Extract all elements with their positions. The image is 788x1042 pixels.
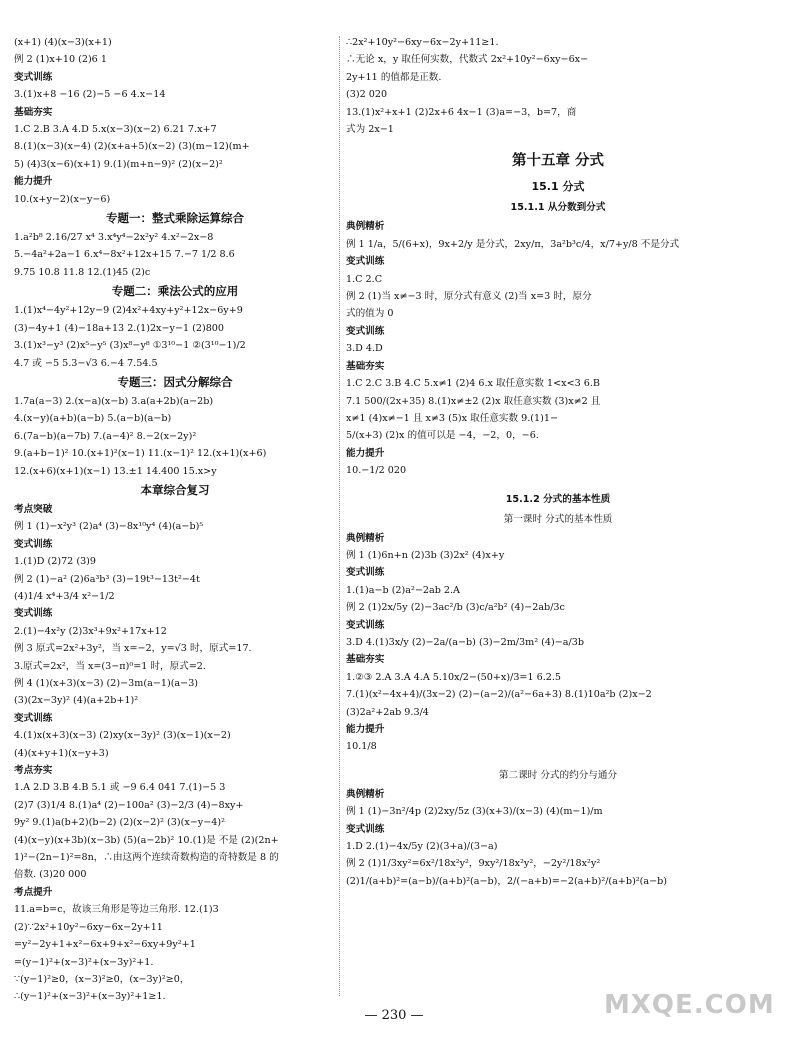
answer-line: 例 2 (1)−a² (2)6a³b³ (3)−19t³−13t²−4t bbox=[14, 573, 200, 585]
section-label: 变式训练 bbox=[346, 823, 385, 835]
answer-line: 8.(1)(x−3)(x−4) (2)(x+a+5)(x−2) (3)(m−12)(m+ bbox=[14, 141, 250, 153]
answer-line: (x+1) (4)(x−3)(x+1) bbox=[14, 37, 112, 48]
answer-line: 3.(1)x³−y³ (2)x⁵−y⁵ (3)x⁸−y⁸ ①3¹⁰−1 ②(3¹⁰−1)/2 bbox=[14, 340, 246, 352]
answer-line: 1.②③ 2.A 3.A 4.A 5.10x/2−(50+x)/3=1 6.2.5 bbox=[346, 671, 562, 683]
section-label: 基础夯实 bbox=[346, 360, 385, 372]
topic-heading: 本章综合复习 bbox=[140, 482, 210, 497]
answer-line: 9.75 10.8 11.8 12.(1)45 (2)c bbox=[14, 266, 151, 278]
section-label: 典例精析 bbox=[346, 532, 385, 544]
section-label: 基础夯实 bbox=[14, 106, 53, 118]
answer-line: (3)(2x−3y)² (4)(a+2b+1)² bbox=[14, 695, 139, 707]
answer-line: 1.C 2.C bbox=[346, 273, 383, 285]
section-label: 典例精析 bbox=[346, 221, 385, 233]
answer-line: (2)1/(a+b)²=(a−b)/(a+b)²(a−b)，2/(−a+b)=−2(a+b)²/(a+b)²(a−b) bbox=[346, 875, 668, 887]
answer-line: =y²−2y+1+x²−6x+9+x²−6xy+9y²+1 bbox=[14, 939, 196, 951]
answer-line: (4)1/4 x⁴+3/4 x²−1/2 bbox=[14, 590, 115, 602]
answer-line: =(y−1)²+(x−3)²+(x−3y)²+1. bbox=[14, 956, 154, 968]
answer-line: 1.(1)D (2)72 (3)9 bbox=[14, 556, 97, 568]
answer-line: x≠1 (4)x≠−1 且 x≠3 (5)x 取任意实数 9.(1)1− bbox=[346, 412, 559, 424]
section-label: 变式训练 bbox=[14, 608, 53, 620]
answer-line: (3)2a²+2ab 9.3/4 bbox=[346, 706, 429, 718]
answer-line: 5) (4)3(x−6)(x+1) 9.(1)(m+n−9)² (2)(x−2)² bbox=[14, 158, 223, 170]
answer-line: (4)(x−y)(x+3b)(x−3b) (5)(a−2b)² 10.(1)是 不是 (2)(2n+ bbox=[14, 834, 279, 846]
answer-line: 式为 2x−1 bbox=[346, 124, 394, 136]
answer-line: 1.C 2.B 3.A 4.D 5.x(x−3)(x−2) 6.21 7.x+7 bbox=[14, 124, 217, 136]
answer-line: 10.(x+y−2)(x−y−6) bbox=[14, 193, 111, 205]
answer-line: 4.(x−y)(a+b)(a−b) 5.(a−b)(a−b) bbox=[14, 413, 172, 425]
answer-line: (3)−4y+1 (4)−18a+13 2.(1)2x−y−1 (2)800 bbox=[14, 322, 225, 334]
answer-line: 例 4 (1)(x+3)(x−3) (2)−3m(a−1)(a−3) bbox=[14, 678, 199, 689]
answer-line: 式的值为 0 bbox=[346, 308, 394, 320]
answer-line: 3.D 4.D bbox=[346, 343, 383, 355]
section-label: 变式训练 bbox=[346, 567, 385, 579]
answer-line: (3)2 020 bbox=[346, 89, 388, 101]
answer-line: 1.A 2.D 3.B 4.B 5.1 或 −9 6.4 041 7.(1)−5 3 bbox=[14, 782, 226, 794]
answer-line: 5.−4a²+2a−1 6.x⁴−8x²+12x+15 7.−7 1/2 8.6 bbox=[14, 249, 235, 261]
section-label: 考点夯实 bbox=[14, 765, 53, 777]
section-gap bbox=[346, 756, 770, 766]
section-label: 考点提升 bbox=[14, 886, 53, 898]
answer-line: (2)7 (3)1/4 8.(1)a⁴ (2)−100a² (3)−2/3 (4)−8xy+ bbox=[14, 799, 244, 811]
answer-line: 6.(7a−b)(a−7b) 7.(a−4)² 8.−2(x−2y)² bbox=[14, 430, 197, 442]
answer-line: 1.7a(a−3) 2.(x−a)(x−b) 3.a(a+2b)(a−2b) bbox=[14, 395, 214, 407]
section-label: 能力提升 bbox=[346, 447, 385, 459]
answer-line: 例 2 (1)当 x≠−3 时，原分式有意义 (2)当 x=3 时，原分 bbox=[346, 291, 592, 303]
answer-line: 3.D 4.(1)3x/y (2)−2a/(a−b) (3)−2m/3m² (4)−a/3b bbox=[346, 636, 584, 648]
section-label: 能力提升 bbox=[14, 176, 53, 188]
answer-line: 3.(1)x+8 −16 (2)−5 −6 4.x−14 bbox=[14, 89, 166, 101]
answer-line: ∴(y−1)²+(x−3)²+(x−3y)²+1≥1. bbox=[14, 991, 166, 1003]
answer-line: 例 1 (1)−3n²/4p (2)2xy/5z (3)(x+3)/(x−3) (4)(m−1)/m bbox=[346, 806, 603, 818]
answer-line: 13.(1)x²+x+1 (2)2x+6 4x−1 (3)a=−3，b=7，商 bbox=[346, 106, 577, 118]
section-label: 变式训练 bbox=[14, 71, 53, 83]
page-number: — 230 — bbox=[364, 1008, 424, 1023]
section-label: 变式训练 bbox=[346, 256, 385, 268]
answer-line: 1.(1)x⁴−4y²+12y−9 (2)4x²+4xy+y²+12x−6y+9 bbox=[14, 305, 243, 317]
answer-line: 5/(x+3) (2)x 的值可以是 −4，−2，0，−6. bbox=[346, 430, 539, 442]
answer-line: 例 2 (1)1/3xy²=6x²/18x²y²，9xy²/18x²y²，−2y²/18x²y² bbox=[346, 858, 601, 870]
answer-line: ∵(y−1)²≥0，(x−3)²≥0，(x−3y)²≥0， bbox=[14, 973, 190, 985]
answer-line: 例 3 原式=2x²+3y²，当 x=−2，y=√3 时，原式=17. bbox=[14, 643, 252, 655]
answer-line: 1.C 2.C 3.B 4.C 5.x≠1 (2)4 6.x 取任意实数 1<x<3 6.B bbox=[346, 378, 600, 390]
answer-line: 9.(a+b−1)² 10.(x+1)²(x−1) 11.(x−1)² 12.(x+1)(x+6) bbox=[14, 448, 267, 460]
section-label: 变式训练 bbox=[14, 538, 53, 550]
answer-line: ∴无论 x，y 取任何实数，代数式 2x²+10y²−6xy−6x− bbox=[346, 54, 589, 66]
answer-line: 例 2 (1)x+10 (2)6 1 bbox=[14, 54, 107, 66]
chapter-heading: 第十五章 分式 bbox=[511, 153, 605, 170]
answer-line: ∴2x²+10y²−6xy−6x−2y+11≥1. bbox=[346, 37, 499, 48]
answer-line: 例 1 (1)−x²y³ (2)a⁴ (3)−8x¹⁰y⁴ (4)(a−b)⁵ bbox=[14, 521, 204, 533]
section-label: 变式训练 bbox=[346, 619, 385, 631]
subsection-heading: 15.1.1 从分数到分式 bbox=[510, 202, 606, 214]
answer-line: 例 1 (1)6n+n (2)3b (3)2x² (4)x+y bbox=[346, 549, 505, 561]
subsection-heading: 15.1.2 分式的基本性质 bbox=[505, 493, 611, 505]
answer-line: 9y² 9.(1)a(b+2)(b−2) (2)(x−2)² (3)(x−y−4)² bbox=[14, 817, 225, 829]
answer-line: 12.(x+6)(x+1)(x−1) 13.±1 14.400 15.x>y bbox=[14, 465, 217, 477]
answer-line: (4)(x+y+1)(x−y+3) bbox=[14, 747, 109, 759]
answer-line: 倍数. (3)20 000 bbox=[14, 869, 87, 881]
answer-line: 10.−1/2 020 bbox=[346, 465, 407, 477]
section-label: 变式训练 bbox=[346, 325, 385, 337]
answer-line: 1.D 2.(1)−4x/5y (2)(3+a)/(3−a) bbox=[346, 841, 498, 853]
answer-line: 例 1 1/a，5/(6+x)，9x+2/y 是分式，2xy/π，3a²b³c/4，x/7+y/8 不是分式 bbox=[346, 238, 680, 250]
topic-heading: 专题三：因式分解综合 bbox=[117, 374, 233, 389]
left-column bbox=[14, 34, 336, 1006]
section-label: 能力提升 bbox=[346, 724, 385, 735]
section-gap bbox=[346, 480, 770, 490]
answer-line: 1.(1)a−b (2)a²−2ab 2.A bbox=[346, 584, 460, 596]
answer-line: 7.1 500/(2x+35) 8.(1)x≠±2 (2)x 取任意实数 (3)x≠2 且 bbox=[346, 395, 601, 407]
answer-line: 1)²−(2n−1)²=8n，∴由这两个连续奇数构造的奇特数是 8 的 bbox=[14, 852, 279, 864]
answer-line: 7.(1)(x²−4x+4)/(3x−2) (2)−(a−2)/(a²−6a+3) 8.(1)10a²b (2)x−2 bbox=[346, 689, 652, 701]
section-label: 典例精析 bbox=[346, 788, 385, 800]
section-label: 基础夯实 bbox=[346, 654, 385, 666]
lesson-heading: 第一课时 分式的基本性质 bbox=[503, 513, 613, 525]
answer-line: (2)∵2x²+10y²−6xy−6x−2y+11 bbox=[14, 921, 163, 933]
section-label: 变式训练 bbox=[14, 712, 53, 724]
section-label: 考点突破 bbox=[14, 503, 53, 515]
answer-line: 3.原式=2x²，当 x=(3−π)⁰=1 时，原式=2. bbox=[14, 660, 206, 672]
column-divider bbox=[339, 36, 340, 996]
answer-line: 11.a=b=c，故该三角形是等边三角形. 12.(1)3 bbox=[14, 904, 219, 916]
answer-line: 10.1/8 bbox=[346, 741, 377, 753]
watermark: MXQE.COM bbox=[604, 990, 775, 1020]
answer-line: 4.(1)x(x+3)(x−3) (2)xy(x−3y)² (3)(x−1)(x−2) bbox=[14, 730, 231, 742]
answer-line: 2y+11 的值都是正数. bbox=[346, 71, 442, 83]
lesson-heading: 第二课时 分式的约分与通分 bbox=[498, 769, 618, 781]
answer-line: 4.7 或 −5 5.3−√3 6.−4 7.54.5 bbox=[14, 357, 158, 369]
answer-line: 例 2 (1)2x/5y (2)−3ac²/b (3)c/a²b² (4)−2ab/3c bbox=[346, 602, 565, 614]
topic-heading: 专题一：整式乘除运算综合 bbox=[106, 211, 244, 226]
answer-line: 2.(1)−4x²y (2)3x³+9x²+17x+12 bbox=[14, 625, 167, 637]
right-column bbox=[346, 34, 770, 890]
section-heading: 15.1 分式 bbox=[531, 180, 585, 194]
topic-heading: 专题二：乘法公式的应用 bbox=[111, 284, 239, 299]
answer-line: 1.a²b⁸ 2.16/27 x⁴ 3.x⁴y⁴−2x²y² 4.x²−2x−8 bbox=[14, 232, 214, 244]
